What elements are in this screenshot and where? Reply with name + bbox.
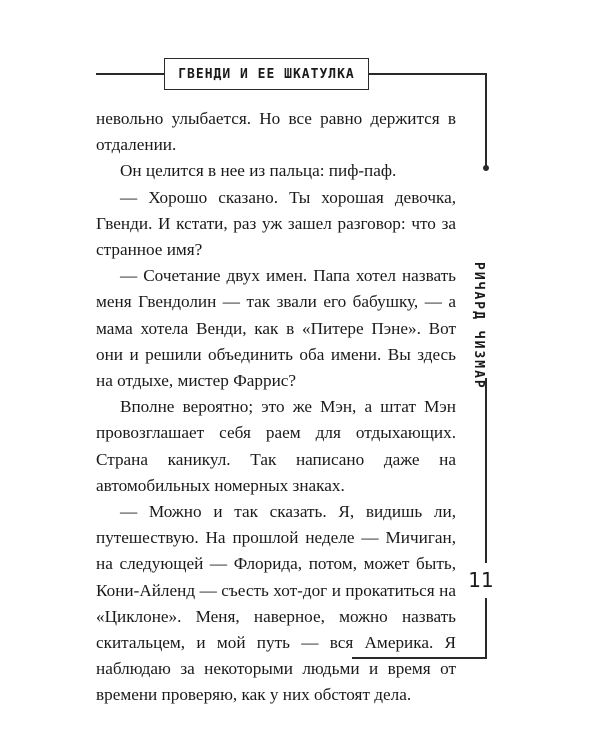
header-rule-right bbox=[369, 73, 486, 75]
paragraph-4: — Сочетание двух имен. Папа хотел назвать меня Гвендолин — так звали его бабушку, — а мама хотела Венди, как в «Питере Пэне». Вот они и решили объединить оба имени. Вы здесь на отдыхе, мистер Фаррис? bbox=[96, 266, 456, 391]
paragraph-1: невольно улыбается. Но все равно держится в отдалении. bbox=[96, 109, 456, 155]
paragraph-3: — Хорошо сказано. Ты хорошая девочка, Гвенди. И кстати, раз уж зашел разговор: что за странное имя? bbox=[96, 187, 456, 260]
running-header bbox=[164, 58, 369, 90]
body-text bbox=[96, 106, 456, 709]
running-header-title: ГВЕНДИ И ЕЕ ШКАТУЛКА bbox=[178, 66, 355, 82]
paragraph-5: Вполне вероятно; это же Мэн, а штат Мэн провозглашает себя раем для отдыхающих. Страна каникул. Так написано даже на автомобильных номерных знаках. bbox=[96, 397, 456, 495]
sidebar-dot-icon bbox=[483, 165, 489, 171]
paragraph-2: Он целится в нее из пальца: пиф-паф. bbox=[120, 161, 397, 181]
page-number: 11 bbox=[468, 568, 494, 592]
header-rule-left bbox=[96, 73, 164, 75]
author-name: РИЧАРД ЧИЗМАР bbox=[471, 262, 486, 390]
sidebar-rule-middle bbox=[485, 378, 487, 563]
sidebar-rule-bottom bbox=[485, 598, 487, 658]
paragraph-6: — Можно и так сказать. Я, видишь ли, путешествую. На прошлой неделе — Мичиган, на следующей — Флорида, потом, может быть, Кони-Айленд — съесть хот-дог и прокатиться на «Циклоне». Меня, наверное, можно назвать скитальцем, и мой путь — вся Америка. Я наблюдаю за некоторыми людьми и время от времени проверяю, как у них обстоят дела. bbox=[96, 502, 456, 705]
sidebar-rule-top bbox=[485, 73, 487, 167]
